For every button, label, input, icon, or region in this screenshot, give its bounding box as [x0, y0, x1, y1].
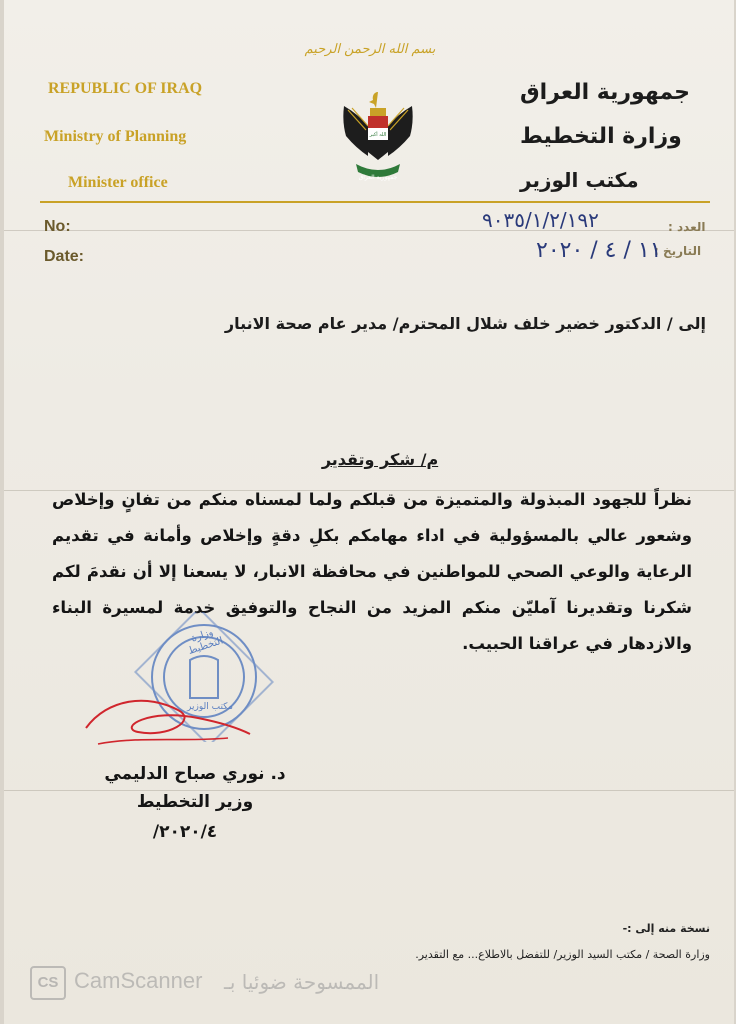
stamp-inner-text: مكتب الوزير — [187, 702, 233, 712]
date-label-en: Date: — [44, 248, 85, 265]
camscanner-ar-text: الممسوحة ضوئيا بـ — [224, 970, 380, 994]
header-office-en: Minister office — [68, 174, 168, 191]
fold-line — [4, 790, 734, 791]
header-ministry-en: Ministry of Planning — [44, 128, 187, 145]
copy-to-label: نسخة منه إلى :- — [622, 922, 710, 935]
header-ministry-ar: وزارة التخطيط — [520, 124, 682, 149]
signature-scribble-icon — [78, 688, 258, 758]
subject-line: م/ شكر وتقدير — [321, 450, 439, 469]
copy-to-line: وزارة الصحة / مكتب السيد الوزير/ للتفضل بالاطلاع... مع التقدير. — [415, 948, 710, 961]
date-label-ar: التاريخ : — [654, 244, 702, 258]
camscanner-badge: CS — [30, 966, 66, 1000]
emblem-text: الله أكبر — [369, 132, 387, 138]
letter-body: نظراً للجهود المبذولة والمتميزة من قبلكم ولما لمسناه منكم من تفانٍ وإخلاص وشعور عالي بالمسؤولية في اداء مهامكم بكلِ دقةٍ وإخلاص وأمانة في تقديم الرعاية والوعي الصحي للمواطنين في محافظة الانبار، لا يسعنا إلا أن نقدمَ لكم شكرنا وتقديرنا آمليّن منكم المزيد من النجاح والتوفيق خدمة لمسيرة البناء والازدهار في عراقنا الحبيب. — [52, 490, 692, 653]
no-value: ٩٠٣٥/١/٢/١٩٢ — [482, 208, 599, 232]
signatory-name: د. نوري صباح الدليمي — [104, 764, 286, 784]
signature-date: ٢٠٢٠/٤/ — [152, 822, 218, 842]
basmala: بسم الله الرحمن الرحيم — [304, 42, 436, 57]
signatory-title: وزير التخطيط — [136, 792, 254, 812]
stamp-ring-text: وزارة التخطيط — [186, 627, 225, 658]
emblem-scroll: جمهورية العراق — [358, 174, 398, 181]
header-republic-en: REPUBLIC OF IRAQ — [48, 80, 203, 97]
header-office-ar: مكتب الوزير — [520, 168, 639, 192]
header-republic-ar: جمهورية العراق — [520, 80, 690, 105]
no-label-ar: العدد : — [668, 220, 706, 234]
fold-line — [4, 230, 734, 231]
recipient-line: إلى / الدكتور خضير خلف شلال المحترم/ مدير عام صحة الانبار — [224, 314, 706, 333]
no-label-en: No: — [44, 218, 71, 235]
header-divider — [40, 201, 710, 203]
date-value: ١١ / ٤ / ٢٠٢٠ — [536, 238, 662, 263]
camscanner-text: CamScanner — [74, 968, 203, 993]
